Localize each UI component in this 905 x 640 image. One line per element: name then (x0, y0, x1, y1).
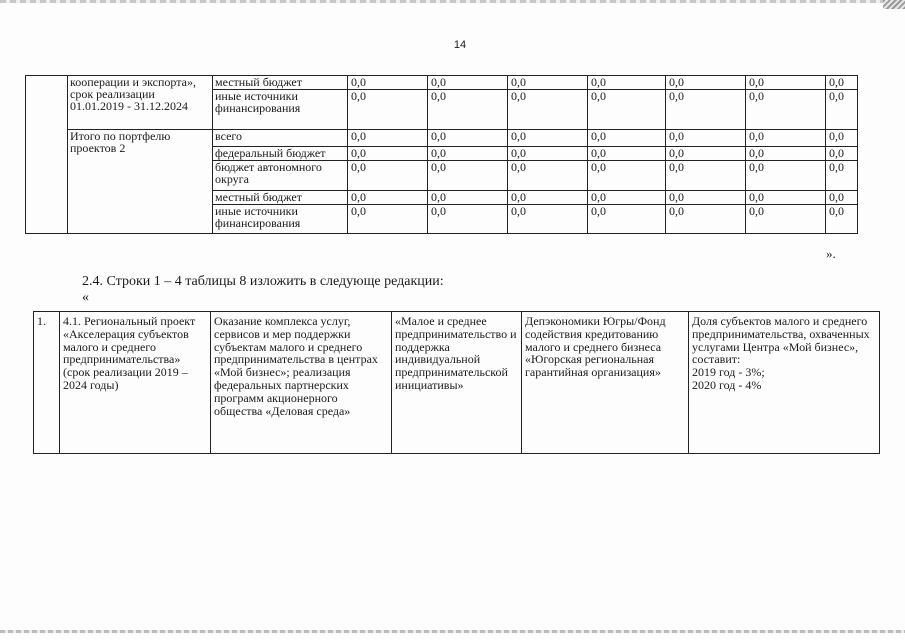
value-cell: 0,0 (588, 205, 666, 234)
value-cell: 0,0 (666, 191, 746, 205)
value-cell: 0,0 (508, 147, 588, 161)
value-cell: 0,0 (428, 205, 508, 234)
table-row (26, 130, 858, 147)
value-cell: 0,0 (508, 130, 588, 147)
measures-description: Оказание комплекса услуг, сервисов и мер поддержки субъектам малого и среднего предпринимательства в центрах «Мой бизнес»; реализация федеральных партнерских программ акционерного общества «Деловая среда» (211, 312, 392, 454)
opening-quote: « (82, 290, 89, 305)
value-cell: 0,0 (508, 76, 588, 90)
value-cell: 0,0 (348, 191, 428, 205)
value-cell: 0,0 (588, 130, 666, 147)
scan-corner-mark (883, 0, 905, 9)
funding-table-continuation (25, 75, 858, 234)
value-cell: 0,0 (826, 76, 858, 90)
value-cell: 0,0 (348, 205, 428, 234)
value-cell: 0,0 (666, 130, 746, 147)
value-cell: 0,0 (826, 90, 858, 130)
value-cell: 0,0 (826, 191, 858, 205)
value-cell: 0,0 (746, 130, 826, 147)
page-number: 14 (453, 39, 467, 51)
value-cell: 0,0 (666, 205, 746, 234)
value-cell: 0,0 (666, 161, 746, 191)
closing-quote: ». (826, 246, 836, 261)
funding-source: бюджет автономного округа (213, 161, 348, 191)
value-cell: 0,0 (826, 161, 858, 191)
scan-edge-bottom (0, 630, 905, 633)
project-name: 4.1. Региональный проект «Акселерация субъектов малого и среднего предпринимательства» (срок реализации 2019 – 2024 годы) (60, 312, 211, 454)
blank-index-cell (26, 76, 68, 234)
value-cell: 0,0 (588, 76, 666, 90)
value-cell: 0,0 (746, 205, 826, 234)
value-cell: 0,0 (428, 76, 508, 90)
value-cell: 0,0 (666, 90, 746, 130)
scan-edge-top (0, 0, 905, 3)
funding-source: всего (213, 130, 348, 147)
row-number: 1. (34, 312, 60, 454)
value-cell: 0,0 (508, 205, 588, 234)
value-cell: 0,0 (746, 147, 826, 161)
value-cell: 0,0 (508, 161, 588, 191)
table-row (26, 76, 858, 90)
value-cell: 0,0 (826, 205, 858, 234)
value-cell: 0,0 (348, 147, 428, 161)
value-cell: 0,0 (826, 130, 858, 147)
value-cell: 0,0 (666, 147, 746, 161)
value-cell: 0,0 (508, 90, 588, 130)
value-cell: 0,0 (348, 90, 428, 130)
value-cell: 0,0 (348, 161, 428, 191)
funding-source: местный бюджет (213, 191, 348, 205)
value-cell: 0,0 (588, 90, 666, 130)
funding-source: иные источники финансирования (213, 205, 348, 234)
responsible-executor: Депэкономики Югры/Фонд содействия кредитованию малого и среднего бизнеса «Югорская региональная гарантийная организация» (522, 312, 689, 454)
indicator-text: Доля субъектов малого и среднего предпринимательства, охваченных услугами Центра «Мой бизнес», составит: (692, 314, 870, 367)
table-row (34, 312, 880, 454)
section-heading: 2.4. Строки 1 – 4 таблицы 8 изложить в следующе редакции: (82, 274, 444, 289)
portfolio-total-cell: Итого по портфелю проектов 2 (68, 130, 213, 234)
target-indicator (689, 312, 880, 454)
funding-source: местный бюджет (213, 76, 348, 90)
value-cell: 0,0 (746, 161, 826, 191)
indicator-2020: 2020 год - 4% (692, 377, 762, 392)
value-cell: 0,0 (428, 130, 508, 147)
state-program: «Малое и среднее предпринимательство и поддержка индивидуальной предпринимательской инициативы» (392, 312, 522, 454)
value-cell: 0,0 (348, 130, 428, 147)
value-cell: 0,0 (348, 76, 428, 90)
value-cell: 0,0 (588, 147, 666, 161)
value-cell: 0,0 (588, 161, 666, 191)
value-cell: 0,0 (746, 76, 826, 90)
funding-source: федеральный бюджет (213, 147, 348, 161)
value-cell: 0,0 (666, 76, 746, 90)
value-cell: 0,0 (508, 191, 588, 205)
indicator-2019: 2019 год - 3%; (692, 365, 765, 380)
value-cell: 0,0 (746, 90, 826, 130)
value-cell: 0,0 (428, 147, 508, 161)
project-name-cell: кооперации и экспорта», срок реализации 01.01.2019 - 31.12.2024 (68, 76, 213, 130)
value-cell: 0,0 (428, 161, 508, 191)
value-cell: 0,0 (428, 90, 508, 130)
table-8-row (33, 311, 880, 454)
value-cell: 0,0 (826, 147, 858, 161)
funding-source: иные источники финансирования (213, 90, 348, 130)
value-cell: 0,0 (746, 191, 826, 205)
value-cell: 0,0 (588, 191, 666, 205)
value-cell: 0,0 (428, 191, 508, 205)
